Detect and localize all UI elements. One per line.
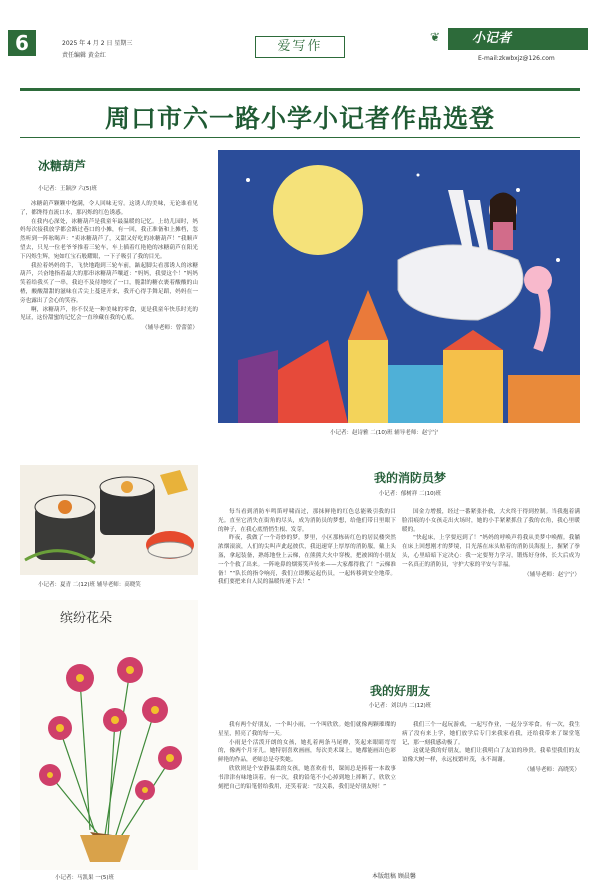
sushi-drawing — [20, 465, 198, 575]
article-friend-byline: 小记者：刘以冉 二(12)班 — [368, 703, 432, 709]
flowers-caption: 小记者：马凯果 一(5)班 — [55, 875, 115, 881]
page-number: 6 — [8, 30, 36, 56]
page-title: 周口市六一路小学小记者作品选登 — [104, 104, 495, 133]
article-fireman-col2 — [402, 508, 580, 578]
article-friend-col1 — [218, 721, 396, 791]
page-header — [0, 0, 600, 62]
sushi-caption: 小记者：夏青 二(12)班 辅导老师：高晓笑 — [38, 582, 141, 588]
article-fireman-title: 我的消防员梦 — [373, 471, 446, 485]
brand-banner: 小记者 — [448, 28, 588, 50]
article-paragraph: 我们三个一起玩游戏，一起写作业，一起分享零食。有一次，我生病了没有来上学，她们放学后专门来我家看我，还给我带来了课堂笔记，那一刻我感动极了。 — [402, 722, 580, 746]
article-teacher: （辅导老师：高晓笑） — [524, 766, 580, 773]
flowers-drawing — [20, 600, 198, 870]
flowers-label: 缤纷花朵 — [60, 611, 113, 626]
title-band — [20, 88, 580, 138]
article-teacher: （辅导老师：赵宁宁） — [524, 571, 580, 578]
article-paragraph: 国金力增援，经过一番紧张扑救，大火终于得到控制。当我抱着满脸泪痕的小女孩走出火场时，她的小手紧紧抓住了我的衣角，我心里暖暖的。 — [402, 509, 580, 533]
article-paragraph: 小雨是个活泼开朗的女孩，她扎着两条马尾辫，笑起来眼睛弯弯的，像两个月牙儿。她特别喜欢画画，每次美术课上，她都能画出色彩鲜艳的作品，老师总是夸奖她。 — [218, 739, 396, 764]
article-paragraph: 欣欣则是个安静温柔的女孩，她喜欢看书，课间总是捧着一本故事书津津有味地读着。有一次，我的铅笔不小心掉到地上摔断了，欣欣立刻把自己的铅笔借给我用，还笑着说：“没关系，我们是好朋友呀！” — [218, 765, 396, 790]
article-fireman-byline: 小记者：郁树祥 二(10)班 — [378, 491, 442, 497]
responsible-editor: 责任编辑 黄金红 — [62, 52, 106, 59]
article-friend-col2 — [402, 721, 580, 773]
article-ice-sugar-gourd — [20, 145, 198, 331]
article-paragraph: 在我内心深处，冰糖葫芦是我童年最温暖的记忆。上幼儿园时，妈妈每次接我放学都会路过巷口的小摊，有一回，我正准备和上摊档，忽然听到一阵吆喝声：“卖冰糖葫芦了，又甜又好吃的冰糖葫芦！”我顺声望去，只见一位老爷爷推着三轮车，车上插着红艳艳的冰糖葫芦在阳光下闪烁生辉，宛如红宝石般耀眼，一下子吸引了我的目光。 — [20, 218, 198, 260]
article-paragraph: “快起床，上学要迟到了！”妈妈的呼唤声将我从美梦中唤醒。我躺在床上回想刚才的梦境，目光落在床头贴着的消防员海报上，握紧了拳头，心里暗暗下定决心：我一定要努力学习，锻炼好身体，长大后成为一名真正的消防员，守护大家的平安与幸福。 — [402, 535, 580, 568]
sushi-drawing-art — [20, 465, 198, 575]
moon-caption: 小记者：赵诗雅 二(10)班 辅导老师：赵宁宁 — [330, 430, 439, 436]
article-paragraph: 啊，冰糖葫芦，你不仅是一种美味的零食，更是我童年快乐时光的见证，这份甜蜜的记忆会一直珍藏在我的心底。 — [20, 306, 198, 322]
article-paragraph: 这就是我的好朋友，她们让我明白了友谊的珍贵。我希望我们的友谊像大树一样，永远枝繁叶茂，永不凋谢。 — [402, 748, 580, 764]
article-paragraph: 冰糖葫芦颗颗中饱满，令人回味无穷。这诱人的美味，无论谁看见了，都馋得直流口水，那闪烁的红色诱惑。 — [20, 201, 198, 216]
contact-email: E-mail:zkwbxjz@126.com — [478, 55, 555, 62]
moon-rabbit-drawing — [218, 150, 580, 423]
article-teacher: （辅导老师：曾蕾蕾） — [142, 325, 198, 332]
issue-date: 2025 年 4 月 2 日 星期三 — [62, 40, 133, 47]
article-friend-title: 我的好朋友 — [369, 684, 430, 698]
section-label: 爱写作 — [255, 36, 345, 58]
article-paragraph: 我拉着妈妈的手，飞快地跑到三轮车前，踮起脚尖看那诱人的冰糖葫芦，兴奋地指着最大的那串冰糖葫芦嚷道：“妈妈，我要这个！”妈妈笑着给我买了一串，我迫不及待地咬了一口，脆甜的糖衣裹着酸酸的山楂，酸酸甜甜的滋味在舌尖上蔓延开来，我开心得手舞足蹈，妈妈在一旁也露出了会心的笑容。 — [20, 262, 198, 304]
page-editor-credit: 本版组稿 顾晨馨 — [372, 873, 416, 880]
article-fireman-col1 — [218, 508, 396, 587]
article-paragraph: 我有两个好朋友，一个叫小雨，一个叫欣欣。她们就像两颗璀璨的星星，照亮了我的每一天。 — [218, 722, 396, 737]
flowers-drawing-art — [20, 600, 198, 870]
article-title: 冰糖葫芦 — [38, 159, 87, 173]
leaf-icon: ❦ — [430, 30, 441, 44]
article-paragraph: 昨夜，我做了一个奇妙的梦。梦里，小区那栋砖红色的居民楼突然浓烟滚滚，人们的尖叫声此起彼伏，我迅速穿上厚厚的消防服，戴上头盔，拿起装备，熟练地登上云梯，在熊熊大火中穿梭，把被困的小朋友一个个救了出来。一阵呛鼻的烟雾笑声传来——大家都得救了！“云梯准备！”“队长的指令响亮，我们立即搬运起伤员，一起转移到安全地带。我们要把来自人民的温暖传递下去！” — [218, 535, 396, 586]
article-byline: 小记者：王颖汐 六(5)班 — [38, 186, 98, 192]
article-paragraph: 每当看到消防车鸣笛呼啸而过，那抹鲜艳的红色总能吸引我的目光。直至它消失在街角的尽头，成为消防员的梦想，给他们带日里眼下的种子，在我心底悄悄生根、发芽。 — [218, 509, 396, 533]
moon-rabbit-art — [218, 150, 580, 423]
